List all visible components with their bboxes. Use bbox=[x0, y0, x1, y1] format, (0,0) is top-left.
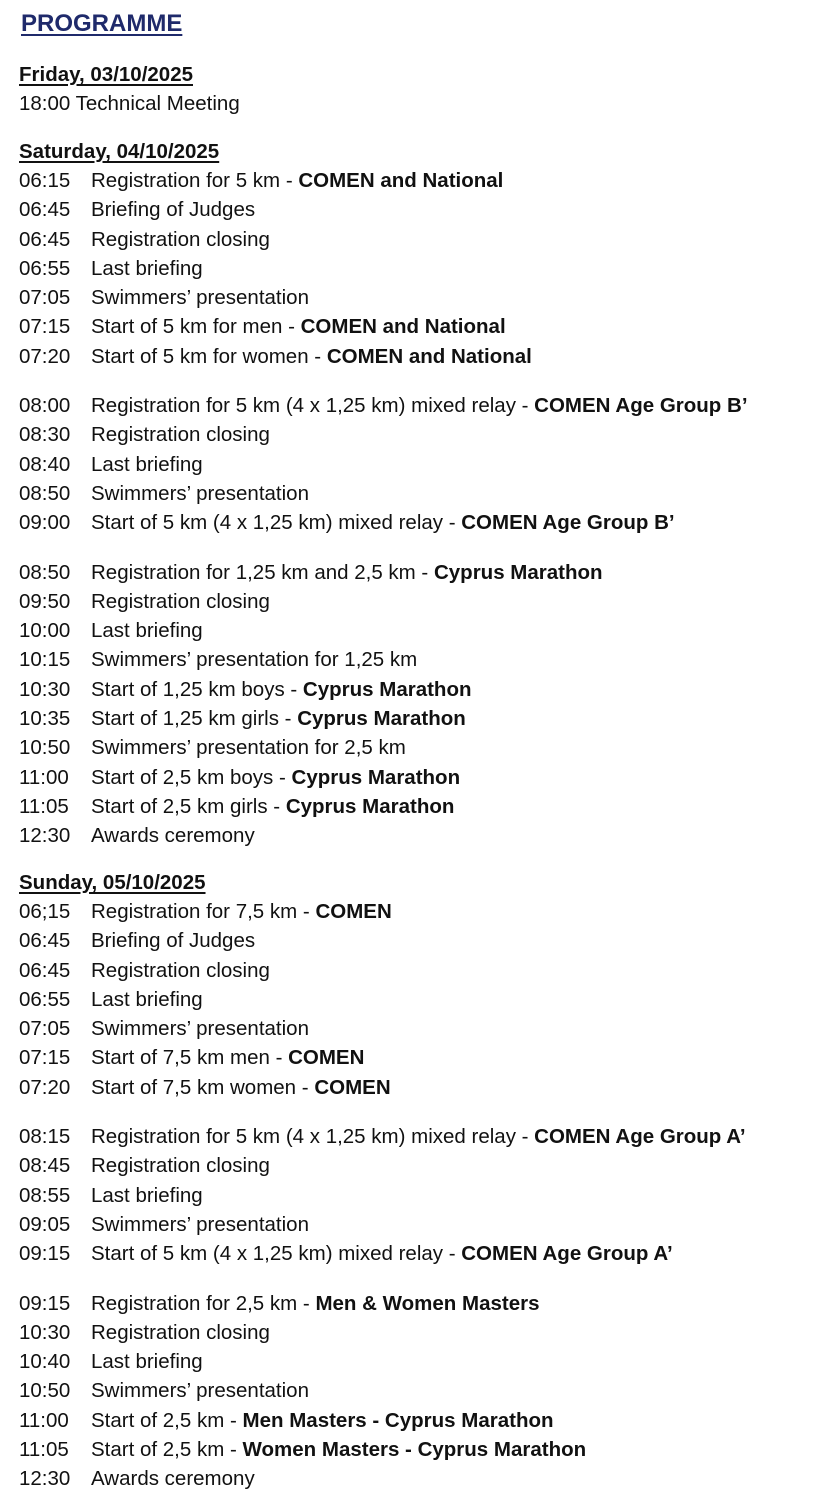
schedule-row bbox=[19, 1043, 746, 1072]
schedule-group bbox=[19, 1122, 746, 1268]
schedule-group bbox=[19, 1289, 746, 1494]
schedule-group bbox=[19, 166, 748, 371]
schedule-time: 06:55 bbox=[19, 987, 71, 1011]
schedule-text: Registration closing bbox=[91, 958, 270, 982]
schedule-description bbox=[91, 1464, 746, 1493]
schedule-category: Women Masters - Cyprus Marathon bbox=[242, 1438, 587, 1462]
schedule-row bbox=[19, 1181, 746, 1210]
schedule-description bbox=[91, 616, 748, 645]
schedule-description bbox=[91, 792, 748, 821]
schedule-row bbox=[19, 342, 748, 371]
day-heading-sunday: Sunday, 05/10/2025 bbox=[19, 871, 206, 894]
schedule-text: Swimmers’ presentation bbox=[91, 481, 309, 505]
schedule-time: 12:30 bbox=[19, 1467, 71, 1491]
schedule-row bbox=[19, 195, 748, 224]
schedule-text: Registration for 7,5 km - bbox=[91, 900, 316, 923]
schedule-text: Start of 2,5 km boys - bbox=[91, 765, 292, 789]
schedule-group bbox=[19, 897, 746, 1102]
schedule-row bbox=[19, 1073, 746, 1102]
schedule-row bbox=[19, 225, 748, 254]
schedule-time: 07:05 bbox=[19, 1017, 71, 1041]
schedule-text: Start of 1,25 km girls - bbox=[91, 707, 298, 731]
schedule-time: 08:40 bbox=[19, 452, 71, 476]
schedule-row bbox=[19, 391, 748, 420]
schedule-row bbox=[19, 897, 746, 926]
schedule-time: 11:05 bbox=[19, 1438, 69, 1462]
schedule-text: Swimmers’ presentation bbox=[91, 1379, 309, 1403]
schedule-text: Last briefing bbox=[91, 1183, 203, 1207]
schedule-time: 08:50 bbox=[19, 560, 71, 584]
schedule-group bbox=[19, 391, 748, 537]
schedule-time: 10:50 bbox=[19, 736, 71, 760]
schedule-time: 08:30 bbox=[19, 423, 71, 447]
schedule-time: 10:00 bbox=[19, 619, 71, 643]
schedule-time: 07:15 bbox=[19, 315, 71, 339]
schedule-time: 07:20 bbox=[19, 1075, 71, 1099]
day-friday bbox=[19, 60, 240, 118]
schedule-text: Registration closing bbox=[91, 1320, 270, 1344]
schedule-row bbox=[19, 1289, 746, 1318]
schedule-text: Briefing of Judges bbox=[91, 198, 256, 222]
schedule-text: Registration for 2,5 km - bbox=[91, 1291, 316, 1315]
schedule-text: Start of 2,5 km - bbox=[91, 1438, 243, 1462]
schedule-row bbox=[19, 558, 748, 587]
schedule-row bbox=[19, 821, 748, 850]
schedule-description bbox=[91, 166, 748, 195]
schedule-description bbox=[91, 312, 748, 341]
schedule-description bbox=[91, 985, 746, 1014]
schedule-row bbox=[19, 675, 748, 704]
schedule-row bbox=[19, 956, 746, 985]
schedule-row bbox=[19, 450, 748, 479]
schedule-description bbox=[91, 956, 746, 985]
schedule-row bbox=[19, 616, 748, 645]
schedule-time: 09:05 bbox=[19, 1212, 71, 1236]
schedule-text: Swimmers’ presentation for 1,25 km bbox=[91, 648, 418, 672]
page-title: PROGRAMME bbox=[21, 10, 183, 37]
schedule-category: Men Masters - Cyprus Marathon bbox=[242, 1408, 554, 1432]
schedule-category: COMEN and National bbox=[326, 344, 532, 368]
schedule-row bbox=[19, 312, 748, 341]
schedule-time: 10:30 bbox=[19, 1320, 71, 1344]
schedule-row bbox=[19, 733, 748, 762]
schedule-time: 08:45 bbox=[19, 1154, 71, 1178]
schedule-text: Last briefing bbox=[91, 256, 203, 280]
schedule-text: Briefing of Judges bbox=[91, 929, 256, 953]
schedule-text: Registration closing bbox=[91, 589, 270, 613]
schedule-description bbox=[91, 821, 748, 850]
schedule-description bbox=[91, 1014, 746, 1043]
schedule-row bbox=[19, 645, 748, 674]
schedule-category: Cyprus Marathon bbox=[285, 794, 455, 818]
schedule-row bbox=[19, 420, 748, 449]
schedule-category: Cyprus Marathon bbox=[302, 677, 472, 701]
schedule-description bbox=[91, 342, 748, 371]
schedule-description bbox=[91, 254, 748, 283]
schedule-description bbox=[91, 283, 748, 312]
schedule-row bbox=[19, 792, 748, 821]
schedule-text: Swimmers’ presentation for 2,5 km bbox=[91, 736, 406, 760]
schedule-description bbox=[91, 1151, 746, 1180]
schedule-description bbox=[91, 420, 748, 449]
schedule-row bbox=[19, 166, 748, 195]
schedule-description bbox=[91, 704, 748, 733]
schedule-category: COMEN and National bbox=[298, 169, 504, 192]
schedule-description bbox=[91, 1435, 746, 1464]
schedule-time: 06;15 bbox=[19, 900, 71, 923]
day-heading-friday: Friday, 03/10/2025 bbox=[19, 63, 193, 86]
schedule-row bbox=[19, 1151, 746, 1180]
schedule-row bbox=[19, 1122, 746, 1151]
schedule-text: Swimmers’ presentation bbox=[91, 1212, 309, 1236]
schedule-description bbox=[91, 1376, 746, 1405]
schedule-category: Cyprus Marathon bbox=[433, 560, 603, 584]
schedule-time: 08:55 bbox=[19, 1183, 71, 1207]
schedule-time: 06:45 bbox=[19, 929, 71, 953]
schedule-time: 09:15 bbox=[19, 1242, 71, 1266]
schedule-text: Start of 7,5 km men - bbox=[91, 1046, 289, 1070]
schedule-description bbox=[91, 645, 748, 674]
schedule-description bbox=[91, 1347, 746, 1376]
schedule-description bbox=[91, 1073, 746, 1102]
schedule-description bbox=[91, 1406, 746, 1435]
schedule-description bbox=[91, 1043, 746, 1072]
schedule-text: Start of 5 km for men - bbox=[91, 315, 301, 339]
schedule-row bbox=[19, 254, 748, 283]
schedule-time: 06:45 bbox=[19, 227, 71, 251]
schedule-text: Last briefing bbox=[91, 1350, 203, 1374]
schedule-category: COMEN bbox=[315, 900, 392, 923]
schedule-description bbox=[91, 897, 746, 926]
schedule-description bbox=[91, 1289, 746, 1318]
schedule-time: 10:40 bbox=[19, 1350, 71, 1374]
schedule-time: 07:15 bbox=[19, 1046, 71, 1070]
schedule-row bbox=[19, 985, 746, 1014]
schedule-time: 10:30 bbox=[19, 677, 71, 701]
schedule-row bbox=[19, 1406, 746, 1435]
schedule-category: COMEN Age Group A’ bbox=[534, 1125, 746, 1149]
schedule-row bbox=[19, 479, 748, 508]
schedule-description bbox=[91, 225, 748, 254]
schedule-category: Men & Women Masters bbox=[315, 1291, 540, 1315]
schedule-text: Registration for 5 km - bbox=[91, 169, 299, 192]
schedule-category: COMEN Age Group B’ bbox=[461, 511, 675, 535]
schedule-time: 10:50 bbox=[19, 1379, 71, 1403]
schedule-category: Cyprus Marathon bbox=[297, 707, 466, 731]
schedule-description bbox=[91, 587, 748, 616]
schedule-text: Start of 5 km (4 x 1,25 km) mixed relay - bbox=[91, 1242, 462, 1266]
day-saturday bbox=[19, 137, 748, 851]
schedule-description bbox=[91, 479, 748, 508]
schedule-text: Start of 5 km for women - bbox=[91, 344, 327, 368]
schedule-time: 11:05 bbox=[19, 794, 69, 818]
schedule-row bbox=[19, 283, 748, 312]
schedule-category: COMEN bbox=[314, 1075, 391, 1099]
schedule-row bbox=[19, 1014, 746, 1043]
day-sunday bbox=[19, 868, 746, 1494]
schedule-text: Start of 5 km (4 x 1,25 km) mixed relay - bbox=[91, 511, 462, 535]
schedule-text: Swimmers’ presentation bbox=[91, 1017, 309, 1041]
schedule-category: COMEN bbox=[288, 1046, 365, 1070]
schedule-description bbox=[91, 733, 748, 762]
schedule-time: 10:35 bbox=[19, 707, 71, 731]
schedule-text: Start of 7,5 km women - bbox=[91, 1075, 315, 1099]
schedule-row bbox=[19, 587, 748, 616]
schedule-time: 09:15 bbox=[19, 1291, 71, 1315]
schedule-time: 07:20 bbox=[19, 344, 71, 368]
schedule-description bbox=[91, 675, 748, 704]
schedule-description bbox=[91, 763, 748, 792]
schedule-time: 06:15 bbox=[19, 169, 71, 192]
schedule-description bbox=[91, 450, 748, 479]
schedule-description bbox=[91, 1122, 746, 1151]
schedule-text: Awards ceremony bbox=[91, 1467, 255, 1491]
schedule-row bbox=[19, 1318, 746, 1347]
schedule-text: Registration for 5 km (4 x 1,25 km) mixed relay - bbox=[91, 394, 535, 418]
schedule-time: 12:30 bbox=[19, 824, 71, 848]
schedule-category: COMEN Age Group A’ bbox=[461, 1242, 673, 1266]
schedule-description bbox=[91, 558, 748, 587]
schedule-time: 08:00 bbox=[19, 394, 71, 418]
schedule-category: COMEN and National bbox=[300, 315, 506, 339]
schedule-text: Registration closing bbox=[91, 1154, 270, 1178]
schedule-row bbox=[19, 763, 748, 792]
schedule-category: COMEN Age Group B’ bbox=[534, 394, 748, 418]
schedule-text: Awards ceremony bbox=[91, 824, 255, 848]
schedule-time: 11:00 bbox=[19, 1408, 69, 1432]
schedule-description bbox=[91, 1210, 746, 1239]
schedule-row bbox=[19, 508, 748, 537]
schedule-row bbox=[19, 1347, 746, 1376]
schedule-time: 11:00 bbox=[19, 765, 69, 789]
schedule-time: 06:55 bbox=[19, 256, 71, 280]
schedule-description bbox=[91, 1239, 746, 1268]
schedule-description bbox=[91, 926, 746, 955]
schedule-row bbox=[19, 1376, 746, 1405]
schedule-text: Start of 2,5 km - bbox=[91, 1408, 243, 1432]
schedule-text: Registration closing bbox=[91, 227, 270, 251]
schedule-time: 06:45 bbox=[19, 958, 71, 982]
schedule-time: 07:05 bbox=[19, 286, 71, 310]
schedule-text: Registration for 5 km (4 x 1,25 km) mixed relay - bbox=[91, 1125, 535, 1149]
schedule-text: Registration for 1,25 km and 2,5 km - bbox=[91, 560, 434, 584]
schedule-time: 10:15 bbox=[19, 648, 71, 672]
schedule-text: Last briefing bbox=[91, 987, 203, 1011]
schedule-text: Start of 1,25 km boys - bbox=[91, 677, 303, 701]
schedule-text: Last briefing bbox=[91, 452, 203, 476]
schedule-row bbox=[19, 1464, 746, 1493]
schedule-time: 06:45 bbox=[19, 198, 71, 222]
schedule-time: 09:00 bbox=[19, 511, 71, 535]
schedule-row bbox=[19, 704, 748, 733]
schedule-text: Swimmers’ presentation bbox=[91, 286, 309, 310]
schedule-description bbox=[91, 195, 748, 224]
schedule-description bbox=[91, 391, 748, 420]
schedule-description bbox=[91, 1181, 746, 1210]
schedule-category: Cyprus Marathon bbox=[291, 765, 461, 789]
schedule-time: 08:15 bbox=[19, 1125, 71, 1149]
schedule-time: 08:50 bbox=[19, 481, 71, 505]
schedule-text: Start of 2,5 km girls - bbox=[91, 794, 286, 818]
schedule-text: Last briefing bbox=[91, 619, 203, 643]
schedule-description bbox=[91, 508, 748, 537]
schedule-row bbox=[19, 1210, 746, 1239]
schedule-row bbox=[19, 1435, 746, 1464]
schedule-row bbox=[19, 926, 746, 955]
schedule-description bbox=[91, 1318, 746, 1347]
friday-technical-meeting: 18:00 Technical Meeting bbox=[19, 92, 240, 115]
schedule-group bbox=[19, 558, 748, 851]
schedule-row bbox=[19, 1239, 746, 1268]
schedule-text: Registration closing bbox=[91, 423, 270, 447]
schedule-time: 09:50 bbox=[19, 589, 71, 613]
day-heading-saturday: Saturday, 04/10/2025 bbox=[19, 140, 220, 163]
